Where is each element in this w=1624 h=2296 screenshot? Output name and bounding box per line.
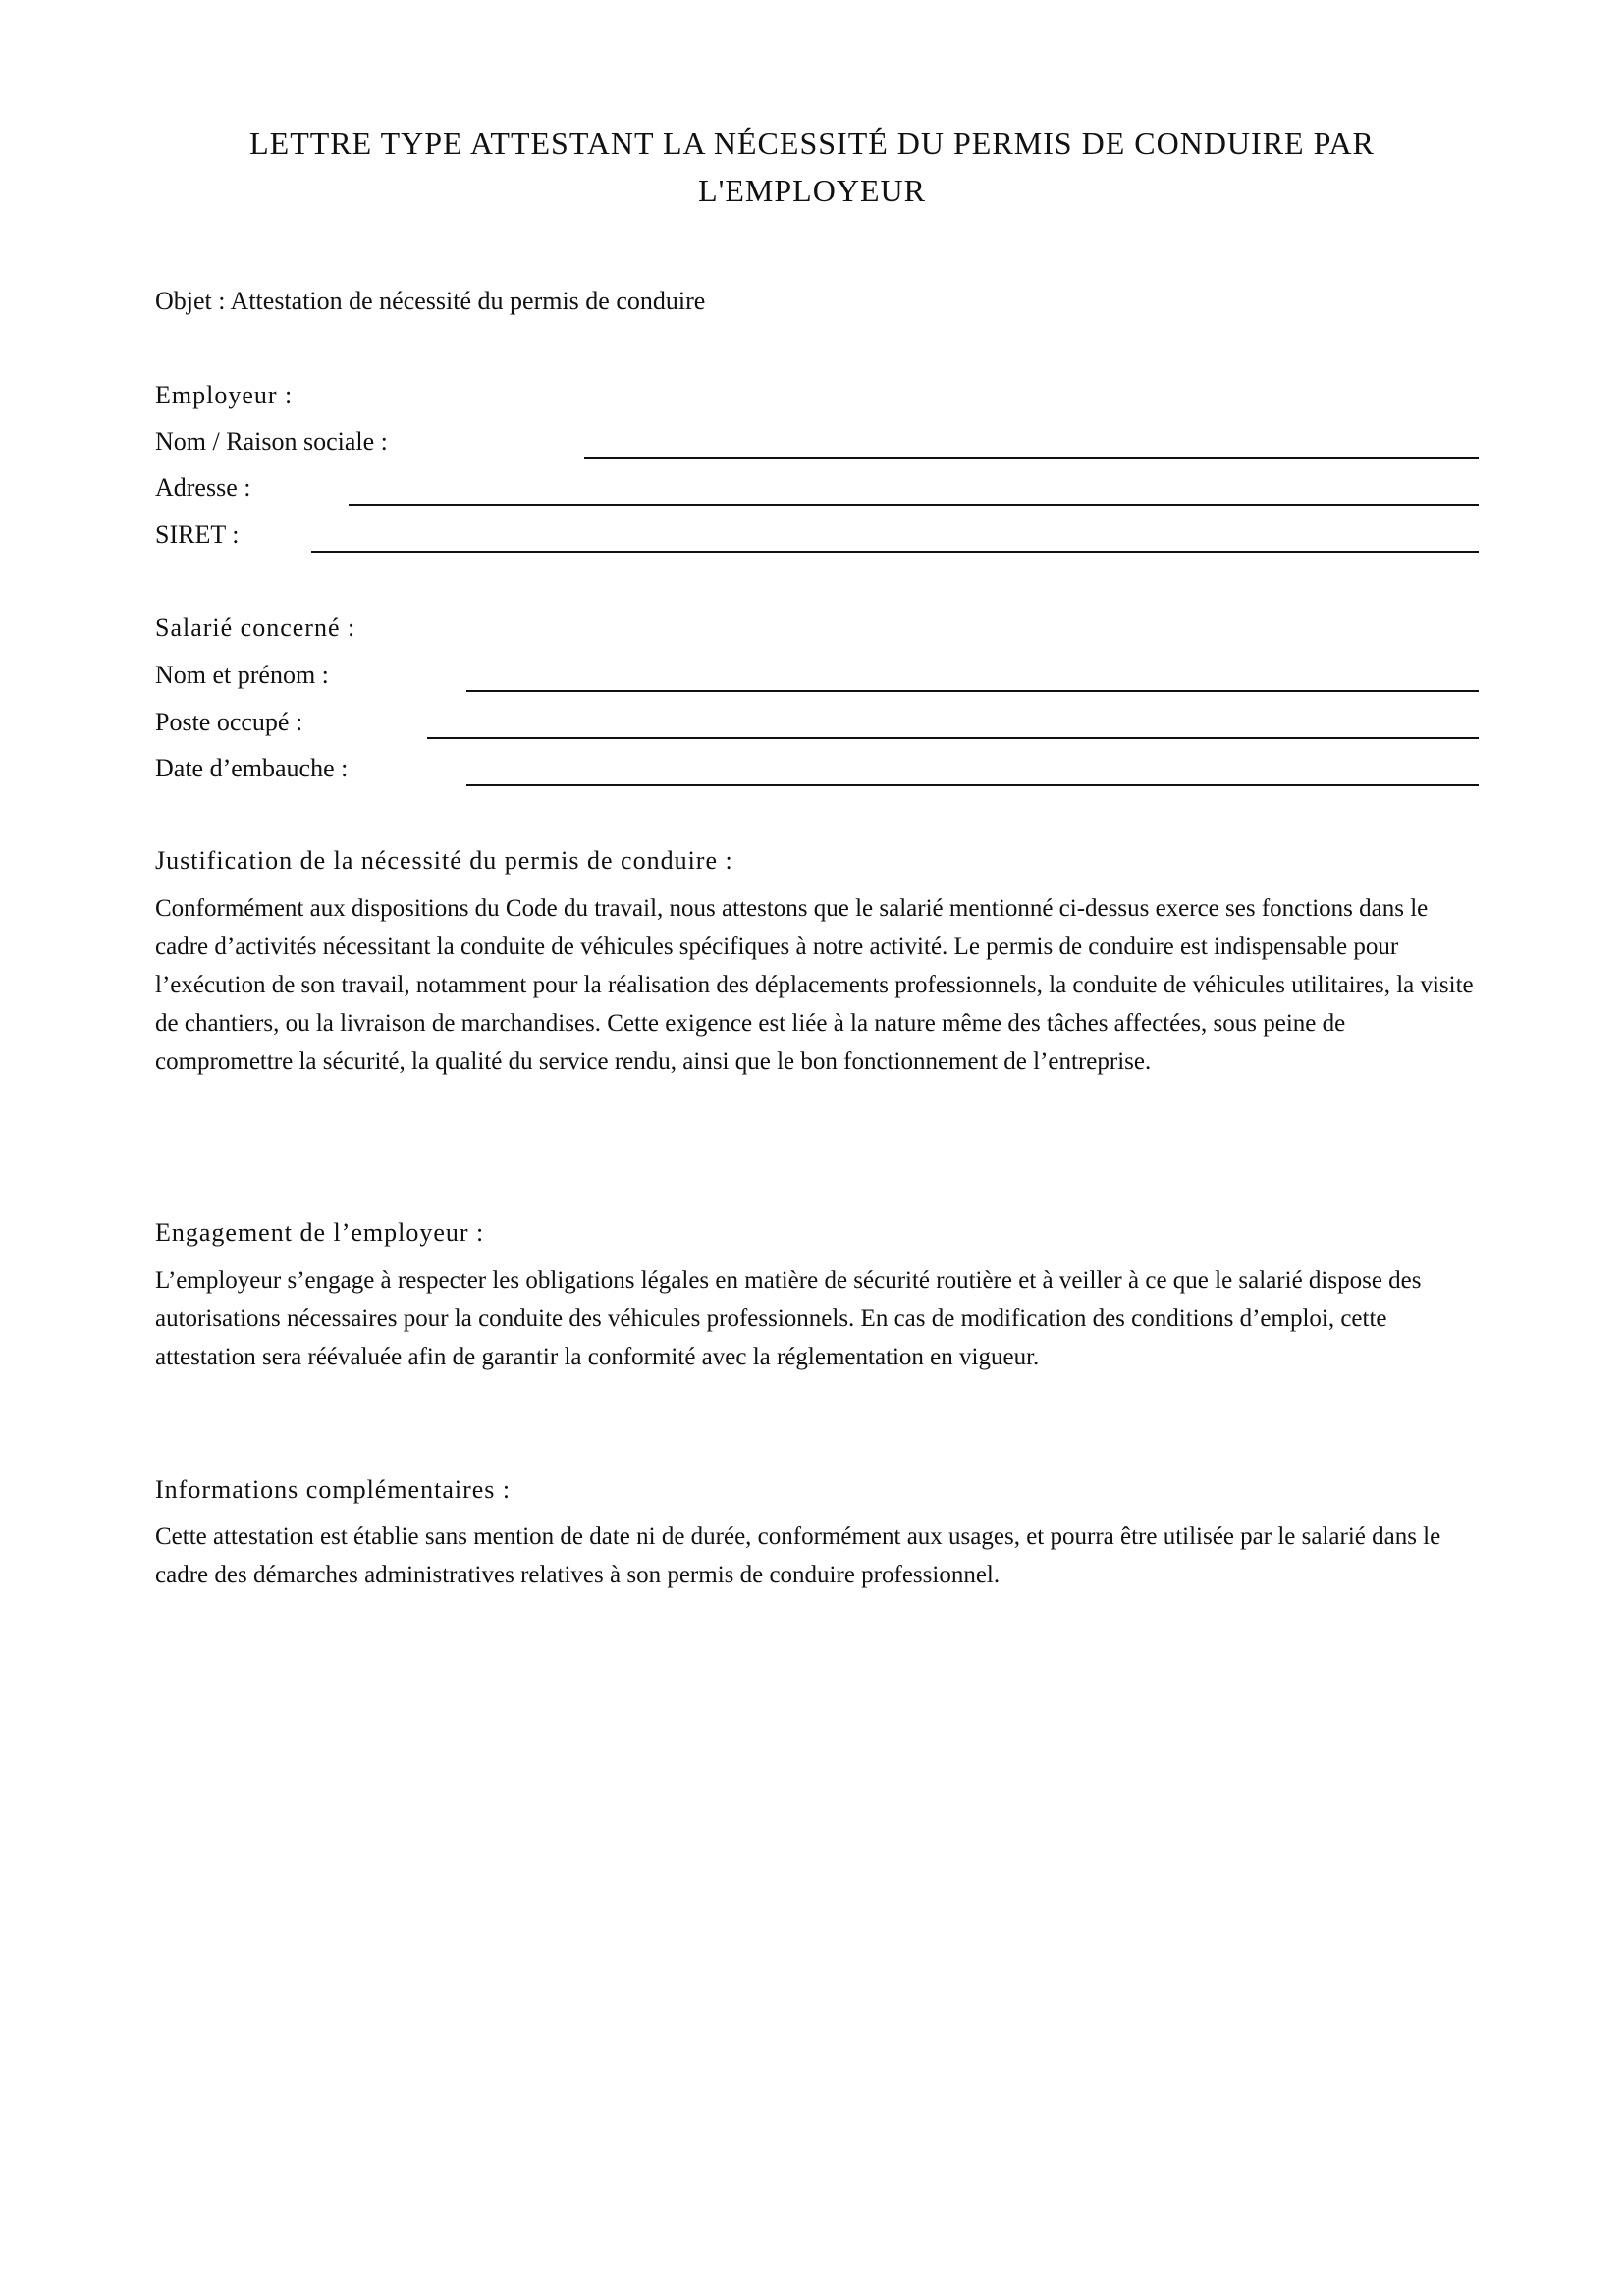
employee-name-field[interactable]: [466, 690, 1479, 692]
additional-info-heading: Informations complémentaires :: [155, 1475, 512, 1504]
employer-name-label: Nom / Raison sociale :: [155, 427, 388, 455]
employee-hire-date-field[interactable]: [466, 784, 1479, 786]
object-line: Objet : Attestation de nécessité du permis de conduire: [155, 287, 706, 315]
page-title: [157, 120, 1467, 214]
employer-heading: Employeur :: [155, 381, 294, 409]
employee-name-label: Nom et prénom :: [155, 661, 329, 689]
engagement-heading: Engagement de l’employeur :: [155, 1218, 485, 1247]
justification-paragraph: Conformément aux dispositions du Code du travail, nous attestons que le salarié mentionné ci-dessus exerce ses fonctions dans le cadre d’activités nécessitant la conduite de véhicules spécifiques à notre activité. Le permis de conduire est indispensable pour l’exécution de son travail, notamment pour la réalisation des déplacements professionnels, la conduite de véhicules utilitaires, la visite de chantiers, ou la livraison de marchandises. Cette exigence est liée à la nature même des tâches affectées, sous peine de compromettre la sécurité, la qualité du service rendu, ainsi que le bon fonctionnement de l’entreprise.: [155, 895, 1474, 1075]
additional-info-paragraph: Cette attestation est établie sans mention de date ni de durée, conformément aux usages, et pourra être utilisée par le salarié dans le cadre des démarches administratives relatives à son permis de conduire professionnel.: [155, 1523, 1441, 1588]
employer-address-label: Adresse :: [155, 473, 251, 502]
employer-siret-field[interactable]: [311, 551, 1479, 553]
employer-name-field[interactable]: [584, 457, 1479, 459]
employee-heading: Salarié concerné :: [155, 614, 356, 642]
employer-siret-label: SIRET :: [155, 520, 240, 549]
employee-hire-date-label: Date d’embauche :: [155, 754, 349, 782]
title-line-1: LETTRE TYPE ATTESTANT LA NÉCESSITÉ DU PERMIS DE CONDUIRE PAR: [249, 126, 1375, 161]
employer-address-field[interactable]: [349, 504, 1479, 506]
employee-position-label: Poste occupé :: [155, 708, 303, 736]
engagement-paragraph: L’employeur s’engage à respecter les obligations légales en matière de sécurité routière et à veiller à ce que le salarié dispose des autorisations nécessaires pour la conduite des véhicules professionnels. En cas de modification des conditions d’emploi, cette attestation sera réévaluée afin de garantir la conformité avec la réglementation en vigueur.: [155, 1267, 1422, 1370]
title-line-2: L'EMPLOYEUR: [698, 173, 926, 208]
employee-position-field[interactable]: [427, 737, 1479, 739]
justification-heading: Justification de la nécessité du permis de conduire :: [155, 846, 733, 875]
